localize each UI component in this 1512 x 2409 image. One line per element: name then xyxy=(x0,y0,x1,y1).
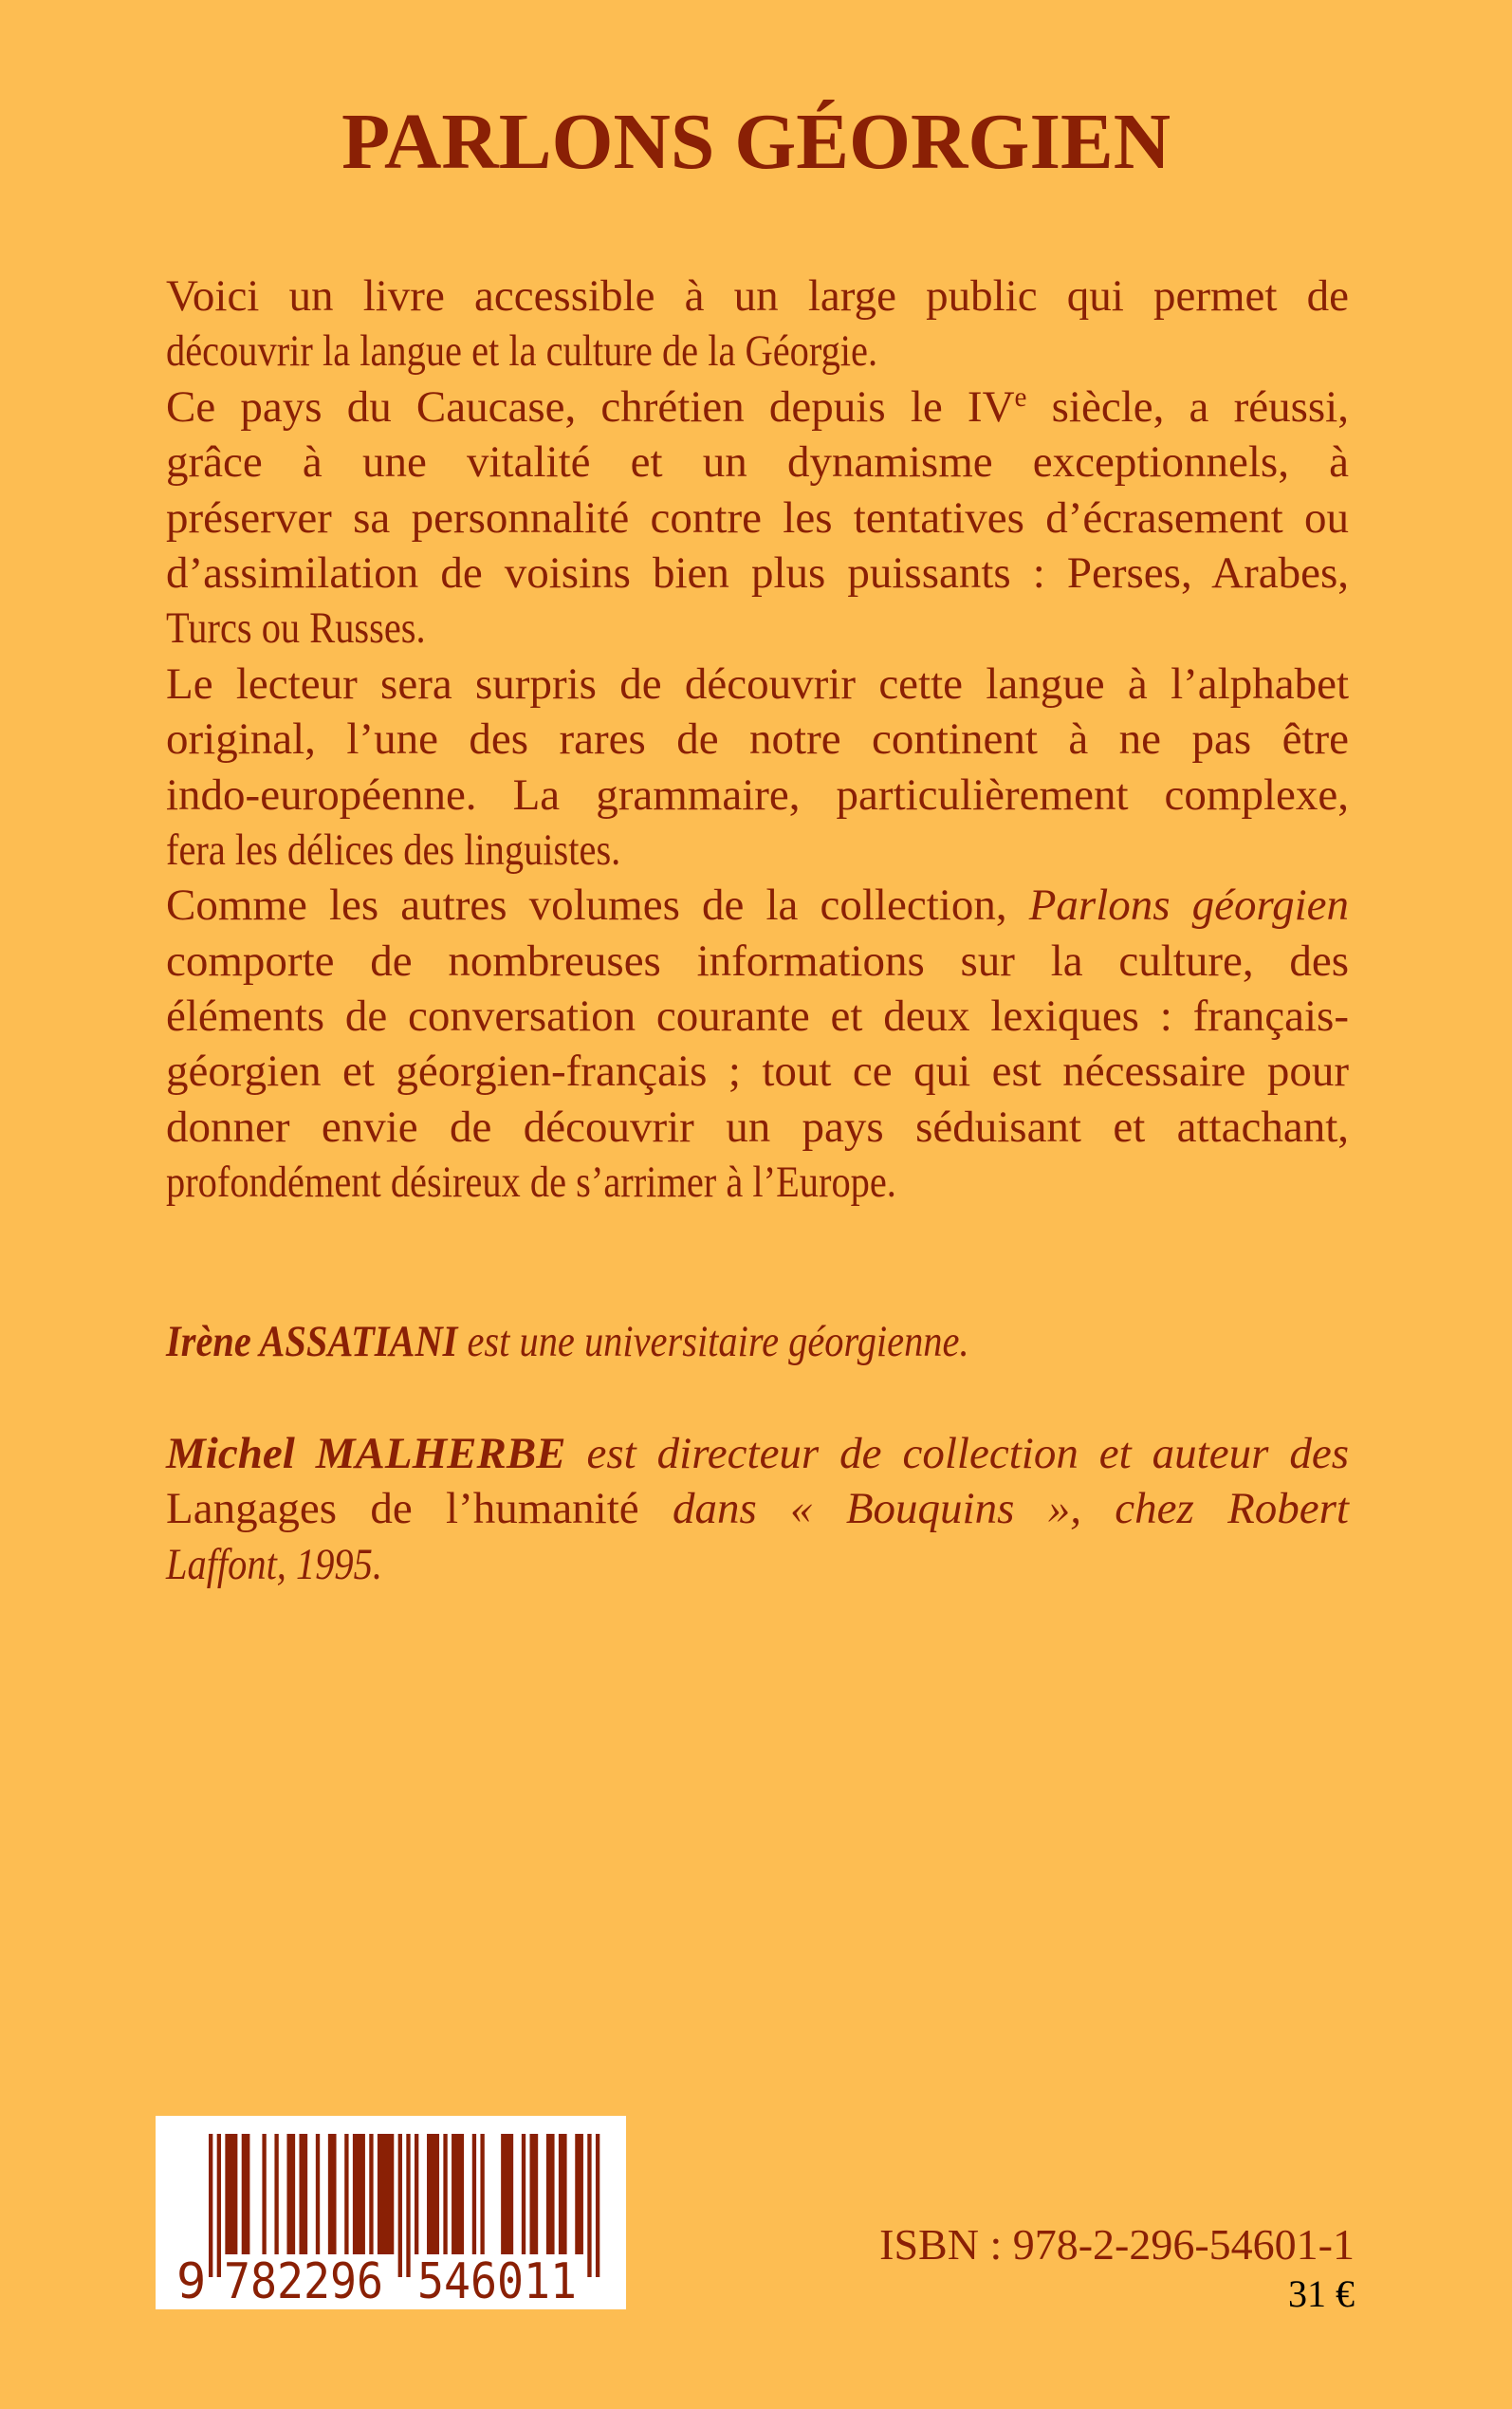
line-text xyxy=(166,1426,1349,1481)
line-text xyxy=(166,491,1349,546)
barcode-bar xyxy=(353,2134,365,2254)
barcode-bar xyxy=(378,2134,394,2254)
line-text xyxy=(166,435,1349,490)
text-run: découvrir la langue et la culture de la Géorgie. xyxy=(166,326,878,377)
barcode-bar xyxy=(452,2134,464,2254)
description-line xyxy=(166,546,1349,601)
text-run: éléments de conversation courante et deux lexiques : français- xyxy=(166,991,1349,1042)
barcode-lead-digit: 9 xyxy=(176,2253,207,2309)
text-run: profondément désireux de s’arrimer à l’Europe. xyxy=(166,1158,896,1208)
text-run: Comme les autres volumes de la collection, xyxy=(166,880,1029,931)
line-text xyxy=(166,324,877,379)
text-run: comporte de nombreuses informations sur la culture, des xyxy=(166,936,1349,986)
barcode-bar xyxy=(242,2134,250,2254)
barcode-guard-bar xyxy=(398,2134,402,2277)
barcode-guard-bar xyxy=(596,2134,599,2277)
description-line xyxy=(166,768,1349,823)
text-run: d’assimilation de voisins bien plus puissants : Perses, Arabes, xyxy=(166,547,1349,598)
line-text xyxy=(166,657,1349,712)
description-line xyxy=(166,823,1349,878)
line-text xyxy=(166,1314,969,1369)
author-bio-malherbe xyxy=(166,1426,1349,1592)
barcode-bar xyxy=(443,2134,447,2254)
isbn-label: ISBN : 978-2-296-54601-1 xyxy=(879,2220,1355,2269)
line-text xyxy=(166,1100,1349,1155)
barcode-bar xyxy=(299,2134,307,2254)
line-text xyxy=(166,380,1349,435)
text-run: donner envie de découvrir un pays séduisant et attachant, xyxy=(166,1102,1349,1152)
text-run: Parlons géorgien xyxy=(1028,880,1349,931)
book-title-text: PARLONS GÉORGIEN xyxy=(341,98,1171,186)
barcode-bar xyxy=(480,2134,484,2254)
barcode-bar xyxy=(262,2134,266,2254)
barcode-graphic xyxy=(156,2116,626,2309)
barcode-bar xyxy=(415,2134,418,2254)
line-text xyxy=(166,1044,1349,1099)
description-line xyxy=(166,657,1349,712)
author-bio-line xyxy=(166,1314,1349,1369)
description-paragraph xyxy=(166,657,1349,879)
barcode-bar xyxy=(501,2134,513,2254)
barcode-bar xyxy=(328,2134,337,2254)
text-run: Ce pays du Caucase, chrétien depuis le IV xyxy=(166,381,1015,432)
description-line xyxy=(166,380,1349,435)
description-line xyxy=(166,1044,1349,1099)
description-line xyxy=(166,601,1349,656)
description-line xyxy=(166,878,1349,933)
barcode-bar xyxy=(274,2134,278,2254)
barcode-bar xyxy=(546,2134,555,2254)
price-label: 31 € xyxy=(1288,2272,1355,2315)
barcode-bar xyxy=(559,2134,567,2254)
line-text xyxy=(166,823,620,878)
description-line xyxy=(166,934,1349,989)
text-run: siècle, a réussi, xyxy=(1026,381,1349,432)
line-text xyxy=(166,768,1349,823)
text-run: est une universitaire géorgienne. xyxy=(457,1317,969,1366)
text-run: original, l’une des rares de notre continent à ne pas être xyxy=(166,714,1349,765)
text-run: est directeur de collection et auteur des xyxy=(565,1429,1350,1478)
line-text xyxy=(166,546,1349,601)
barcode xyxy=(156,2116,626,2309)
text-run: Turcs ou Russes. xyxy=(166,603,426,654)
description-line xyxy=(166,712,1349,767)
description-paragraph xyxy=(166,878,1349,1210)
barcode-bar xyxy=(427,2134,439,2254)
line-text xyxy=(166,934,1349,989)
text-run: Langages de l’humanité xyxy=(166,1484,639,1534)
barcode-bar xyxy=(530,2134,539,2254)
text-run: dans « Bouquins », chez Robert xyxy=(638,1484,1349,1534)
line-text xyxy=(166,989,1349,1044)
book-title xyxy=(0,95,1512,190)
author-bio-line xyxy=(166,1481,1349,1536)
barcode-bar xyxy=(225,2134,237,2254)
barcode-left-digits: 782296 xyxy=(224,2253,383,2309)
barcode-bar xyxy=(522,2134,526,2254)
description-line xyxy=(166,491,1349,546)
description-line xyxy=(166,1100,1349,1155)
line-text xyxy=(166,1155,896,1210)
line-text xyxy=(166,269,1349,324)
text-run: fera les délices des linguistes. xyxy=(166,825,621,875)
description-paragraph xyxy=(166,269,1349,380)
barcode-guard-bar xyxy=(587,2134,591,2277)
description-line xyxy=(166,435,1349,490)
text-run: indo-européenne. La grammaire, particulièrement complexe, xyxy=(166,769,1349,820)
text-run: Irène ASSATIANI xyxy=(166,1317,458,1366)
barcode-bar xyxy=(286,2134,295,2254)
barcode-right-digits: 546011 xyxy=(417,2253,577,2309)
barcode-guard-bar xyxy=(217,2134,221,2277)
description-line xyxy=(166,269,1349,324)
line-text xyxy=(166,1481,1349,1536)
barcode-bar xyxy=(575,2134,583,2254)
text-run: Le lecteur sera surpris de découvrir cette langue à l’alphabet xyxy=(166,658,1349,709)
text-run: préserver sa personnalité contre les tentatives d’écrasement ou xyxy=(166,492,1349,543)
text-run: Michel MALHERBE xyxy=(166,1429,566,1478)
description-line xyxy=(166,989,1349,1044)
barcode-guard-bar xyxy=(406,2134,410,2277)
barcode-bar xyxy=(316,2134,320,2254)
line-text xyxy=(166,601,426,656)
text-run: Voici un livre accessible à un large public qui permet de xyxy=(166,271,1349,321)
author-bio-line xyxy=(166,1426,1349,1481)
text-run: Laffont, 1995. xyxy=(166,1539,382,1589)
text-run: grâce à une vitalité et un dynamisme exceptionnels, à xyxy=(166,437,1349,488)
line-text xyxy=(166,712,1349,767)
barcode-bar xyxy=(344,2134,348,2254)
description-line xyxy=(166,324,1349,379)
description-line xyxy=(166,1155,1349,1210)
author-bio-assatiani xyxy=(166,1314,1349,1369)
line-text xyxy=(166,878,1349,933)
text-run: géorgien et géorgien-français ; tout ce qui est nécessaire pour xyxy=(166,1047,1349,1097)
line-text xyxy=(166,1537,382,1592)
barcode-bar xyxy=(472,2134,476,2254)
author-bio-line xyxy=(166,1537,1349,1592)
description-paragraph xyxy=(166,380,1349,657)
barcode-bar xyxy=(369,2134,373,2254)
book-description xyxy=(166,269,1349,1211)
barcode-guard-bar xyxy=(209,2134,212,2277)
superscript: e xyxy=(1014,381,1027,413)
